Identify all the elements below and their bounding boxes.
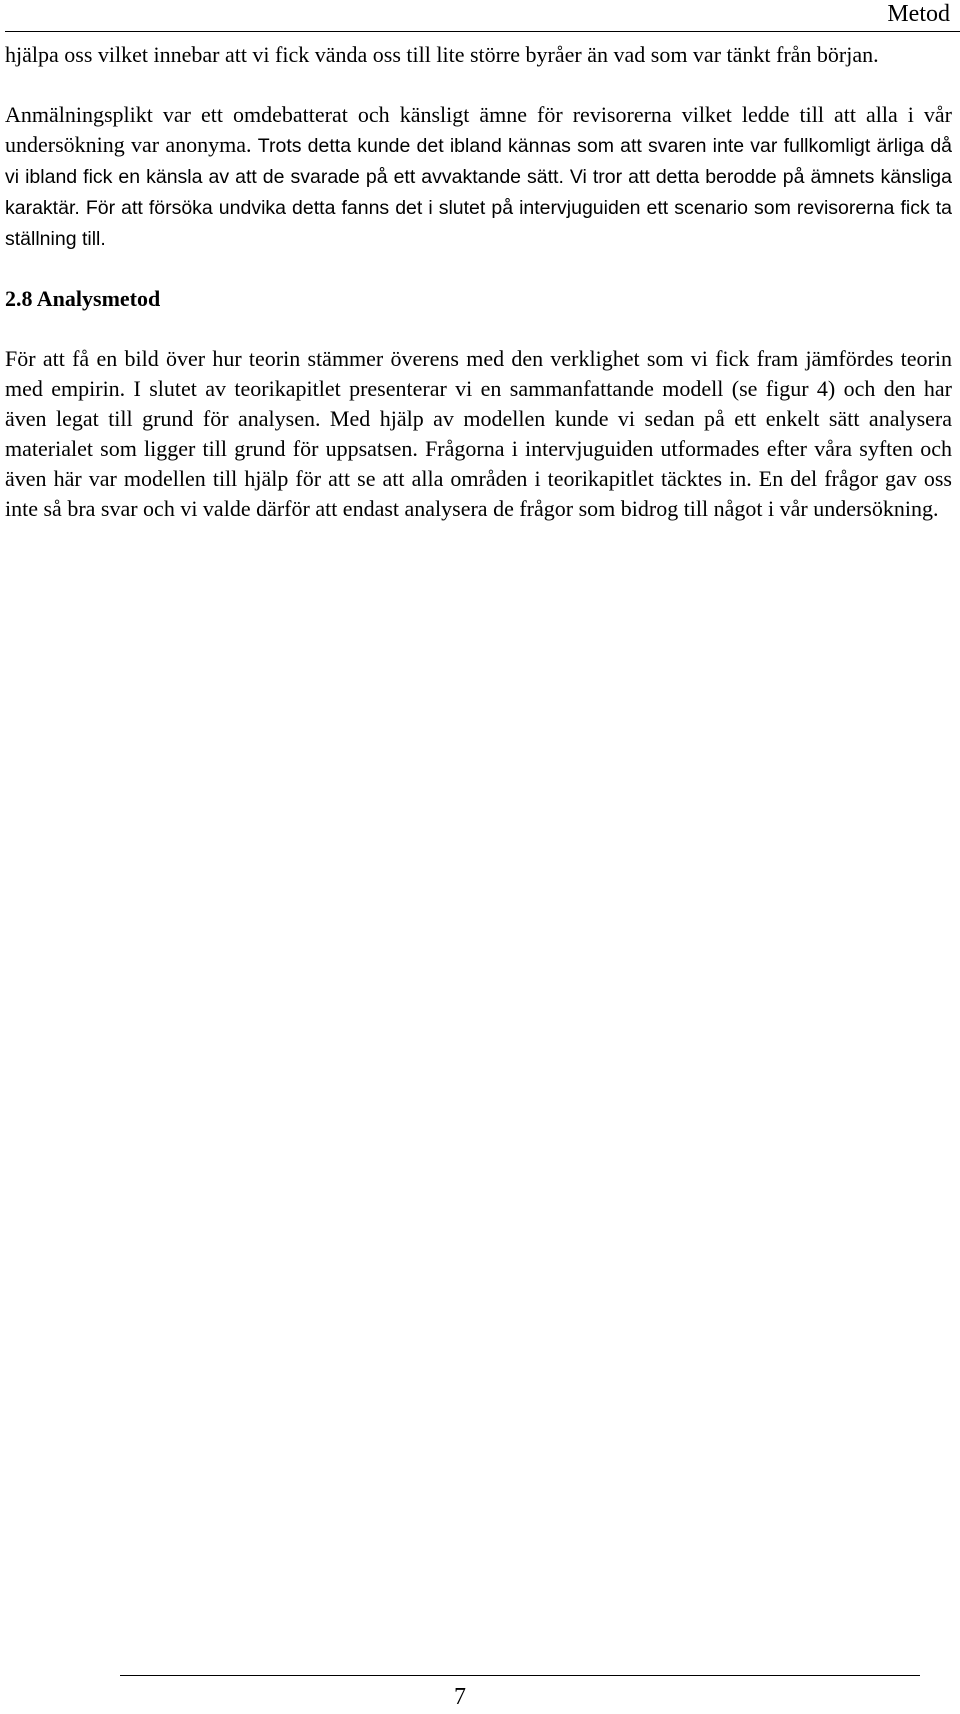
paragraph-anonymity-sans: Trots detta kunde det ibland kännas som att svaren inte var fullkomligt ärliga då vi ibland fick en känsla av att de svarade på ett avvaktande sätt. Vi tror att detta berodde på ämnets känsliga karaktär. För att försöka undvika detta fanns det i slutet på intervjuguiden ett scenario som revisorerna fick ta ställning till.	[5, 135, 953, 250]
paragraph-anonymity-serif: Anmälningsplikt var ett omdebatterat och känsligt ämne för revisorerna vilket ledde till att alla i vår undersökning var anonyma.	[5, 102, 952, 157]
paragraph-anonymity	[5, 100, 952, 254]
page-number: 7	[454, 1684, 466, 1710]
footer-rule	[120, 1675, 920, 1676]
running-header: Metod	[887, 1, 950, 27]
paragraph-analysis-method: För att få en bild över hur teorin stämmer överens med den verklighet som vi fick fram jämfördes teorin med empirin. I slutet av teorikapitlet presenterar vi en sammanfattande modell (se figur 4) och den har även legat till grund för analysen. Med hjälp av modellen kunde vi sedan på ett enkelt sätt analysera materialet som ligger till grund för uppsatsen. Frågorna i intervjuguiden utformades efter våra syften och även här var modellen till hjälp för att se att alla områden i teorikapitlet täcktes in. En del frågor gav oss inte så bra svar och vi valde därför att endast analysera de frågor som bidrog till något i vår undersökning.	[5, 346, 952, 521]
page-content	[5, 40, 952, 524]
header-rule	[5, 31, 960, 32]
section-heading: 2.8 Analysmetod	[5, 286, 161, 311]
paragraph-continuation: hjälpa oss vilket innebar att vi fick vända oss till lite större byråer än vad som var tänkt från början.	[5, 42, 879, 67]
